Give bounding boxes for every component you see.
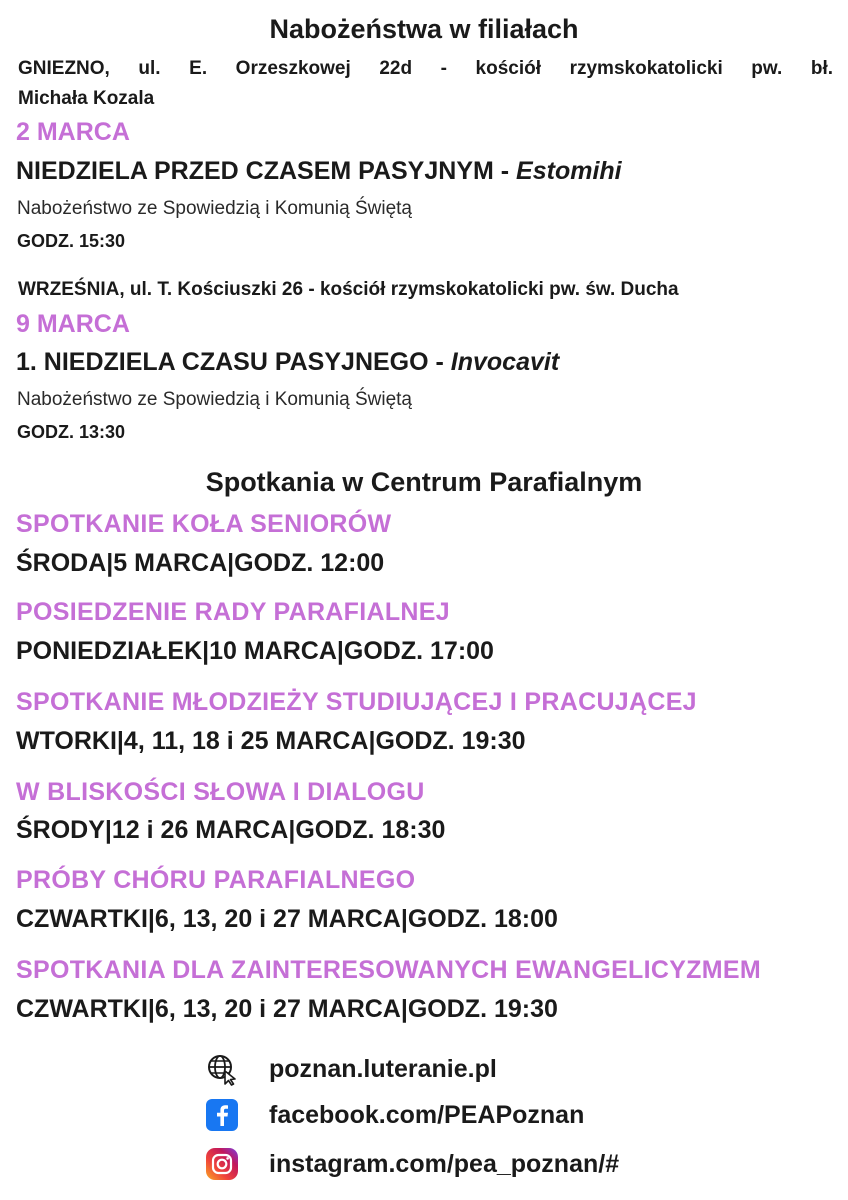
event-title: SPOTKANIE MŁODZIEŻY STUDIUJĄCEJ I PRACUJĄCEJ bbox=[16, 688, 697, 716]
event-when: ŚRODY|12 i 26 MARCA|GODZ. 18:30 bbox=[16, 816, 446, 844]
instagram-icon bbox=[205, 1147, 239, 1181]
sunday-name: 1. NIEDZIELA CZASU PASYJNEGO - bbox=[16, 348, 451, 376]
instagram-link[interactable]: instagram.com/pea_poznan/# bbox=[269, 1149, 620, 1178]
section-heading-services: Nabożeństwa w filiałach bbox=[269, 14, 579, 44]
website-link-row[interactable] bbox=[205, 1051, 497, 1087]
event-title: POSIEDZENIE RADY PARAFIALNEJ bbox=[16, 598, 450, 626]
service-description-gniezno: Nabożeństwo ze Spowiedzią i Komunią Świętą bbox=[17, 198, 412, 219]
event-title: PRÓBY CHÓRU PARAFIALNEGO bbox=[16, 866, 416, 894]
section-heading-meetings: Spotkania w Centrum Parafialnym bbox=[205, 467, 643, 497]
service-time-gniezno: GODZ. 15:30 bbox=[17, 231, 126, 251]
date-gniezno: 2 MARCA bbox=[16, 118, 130, 146]
sunday-latin-name: Invocavit bbox=[450, 348, 560, 376]
event-when: ŚRODA|5 MARCA|GODZ. 12:00 bbox=[16, 549, 385, 577]
sunday-title-wrzesnia bbox=[16, 348, 559, 377]
sunday-title-gniezno bbox=[16, 157, 622, 186]
facebook-link[interactable]: facebook.com/PEAPoznan bbox=[269, 1100, 585, 1129]
event-when: PONIEDZIAŁEK|10 MARCA|GODZ. 17:00 bbox=[16, 637, 494, 665]
event-when: CZWARTKI|6, 13, 20 i 27 MARCA|GODZ. 18:00 bbox=[16, 905, 558, 933]
service-description-wrzesnia: Nabożeństwo ze Spowiedzią i Komunią Świętą bbox=[17, 389, 412, 410]
event-title: W BLISKOŚCI SŁOWA I DIALOGU bbox=[16, 778, 425, 806]
sunday-latin-name: Estomihi bbox=[516, 157, 622, 185]
instagram-link-row[interactable] bbox=[205, 1146, 619, 1182]
event-title: SPOTKANIA DLA ZAINTERESOWANYCH EWANGELICYZMEM bbox=[16, 956, 761, 984]
event-title: SPOTKANIE KOŁA SENIORÓW bbox=[16, 510, 392, 538]
event-when: WTORKI|4, 11, 18 i 25 MARCA|GODZ. 19:30 bbox=[16, 727, 526, 755]
address-wrzesnia: WRZEŚNIA, ul. T. Kościuszki 26 - kościół rzymskokatolicki pw. św. Ducha bbox=[18, 279, 679, 300]
date-wrzesnia: 9 MARCA bbox=[16, 310, 130, 338]
sunday-name: NIEDZIELA PRZED CZASEM PASYJNYM - bbox=[16, 157, 517, 185]
address-gniezno-cont: Michała Kozala bbox=[18, 88, 155, 109]
service-time-wrzesnia: GODZ. 13:30 bbox=[17, 422, 126, 442]
address-gniezno: GNIEZNO, ul. E. Orzeszkowej 22d - kościół rzymskokatolicki pw. bł. bbox=[18, 58, 833, 79]
facebook-link-row[interactable] bbox=[205, 1097, 584, 1133]
globe-cursor-icon bbox=[205, 1052, 239, 1086]
facebook-icon bbox=[205, 1098, 239, 1132]
website-link[interactable]: poznan.luteranie.pl bbox=[269, 1054, 497, 1083]
event-when: CZWARTKI|6, 13, 20 i 27 MARCA|GODZ. 19:30 bbox=[16, 995, 558, 1023]
